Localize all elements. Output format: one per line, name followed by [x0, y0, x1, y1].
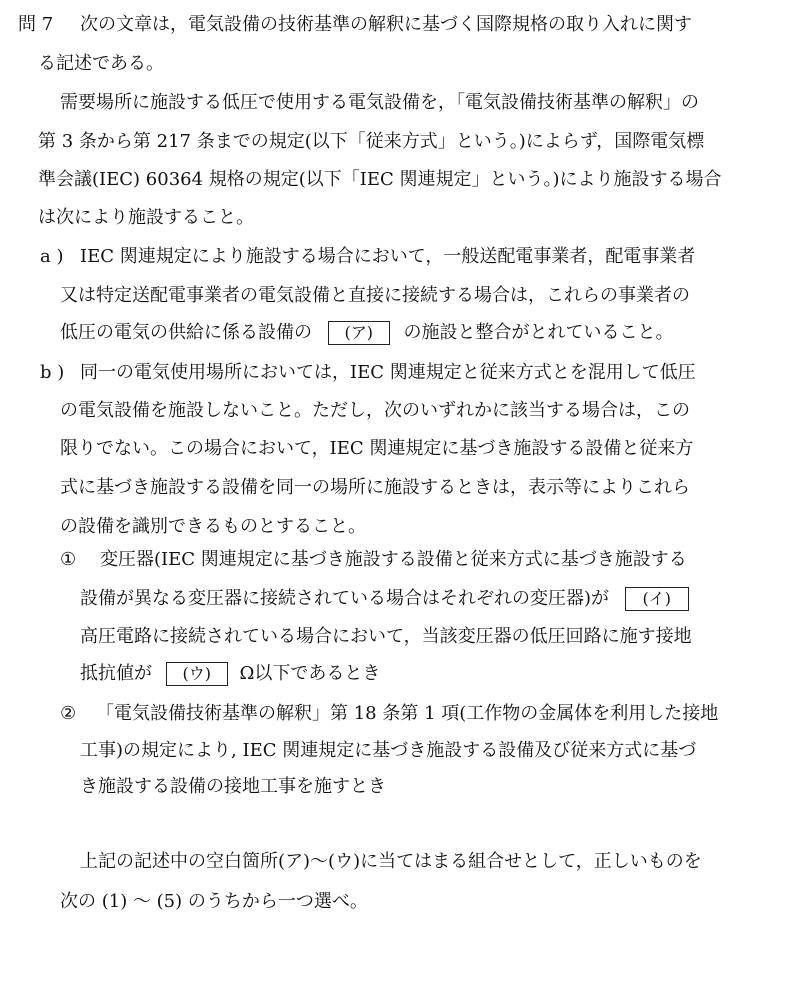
sub-item-2-line: 工事)の規定により, IEC 関連規定に基づき施設する設備及び従来方式に基づ [80, 740, 697, 761]
item-b-marker: b ) [40, 362, 65, 383]
item-b-line: の電気設備を施設しないこと。ただし，次のいずれかに該当する場合は，この [60, 400, 690, 421]
sub-item-1-line: 高圧電路に接続されている場合において，当該変圧器の低圧回路に施す接地 [80, 626, 692, 647]
sub-item-2-marker: ② [60, 703, 77, 724]
blank-i-box: (イ) [625, 587, 689, 611]
sub-item-2-line: 「電気設備技術基準の解釈」第 18 条第 1 項(工作物の金属体を利用した接地 [96, 703, 719, 724]
item-b-line: の設備を識別できるものとすること。 [60, 516, 366, 537]
sub-item-1-line: 変圧器(IEC 関連規定に基づき施設する設備と従来方式に基づき施設する [100, 549, 687, 570]
paragraph-1-line: 需要場所に施設する低圧で使用する電気設備を，「電気設備技術基準の解釈」の [60, 92, 699, 113]
closing-line: 次の (1) ～ (5) のうちから一つ選べ。 [60, 891, 368, 912]
sub-item-1-line2 [80, 586, 689, 612]
item-a-line: 又は特定送配電事業者の電気設備と直接に接続する場合は，これらの事業者の [60, 285, 690, 306]
item-a-line3-after: の施設と整合がとれていること。 [403, 322, 674, 343]
item-a-line3 [60, 320, 673, 346]
sub-item-1-line4-before: 抵抗値が [80, 663, 152, 684]
paragraph-1-line: 第 3 条から第 217 条までの規定(以下「従来方式」という。)によらず，国際電気標 [38, 131, 705, 152]
item-a-marker: a ) [40, 246, 64, 267]
question-number: 問 7 [18, 14, 54, 35]
sub-item-1-marker: ① [60, 549, 77, 570]
blank-u-box: (ウ) [166, 662, 228, 686]
question-intro-line2: る記述である。 [38, 53, 164, 74]
item-b-line: 式に基づき施設する設備を同一の場所に施設するときは，表示等によりこれら [60, 477, 690, 498]
closing-line: 上記の記述中の空白箇所(ア)～(ウ)に当てはまる組合せとして，正しいものを [80, 851, 702, 872]
item-b-line: 同一の電気使用場所においては，IEC 関連規定と従来方式とを混用して低圧 [80, 362, 696, 383]
paragraph-1-line: は次により施設すること。 [38, 207, 254, 228]
sub-item-1-line2-before: 設備が異なる変圧器に接続されている場合はそれぞれの変圧器)が [80, 588, 610, 609]
item-a-line3-before: 低圧の電気の供給に係る設備の [60, 322, 312, 343]
blank-a-box: (ア) [328, 321, 390, 345]
question-intro-line1: 次の文章は，電気設備の技術基準の解釈に基づく国際規格の取り入れに関す [80, 14, 692, 35]
sub-item-2-line: き施設する設備の接地工事を施すとき [80, 776, 386, 797]
paragraph-1-line: 準会議(IEC) 60364 規格の規定(以下「IEC 関連規定」という。)により施設する場合 [38, 169, 722, 190]
item-a-line: IEC 関連規定により施設する場合において，一般送配電事業者，配電事業者 [80, 246, 696, 267]
item-b-line: 限りでない。この場合において，IEC 関連規定に基づき施設する設備と従来方 [60, 438, 694, 459]
sub-item-1-line4-after: Ω以下であるとき [239, 663, 381, 684]
sub-item-1-line4 [80, 661, 380, 687]
